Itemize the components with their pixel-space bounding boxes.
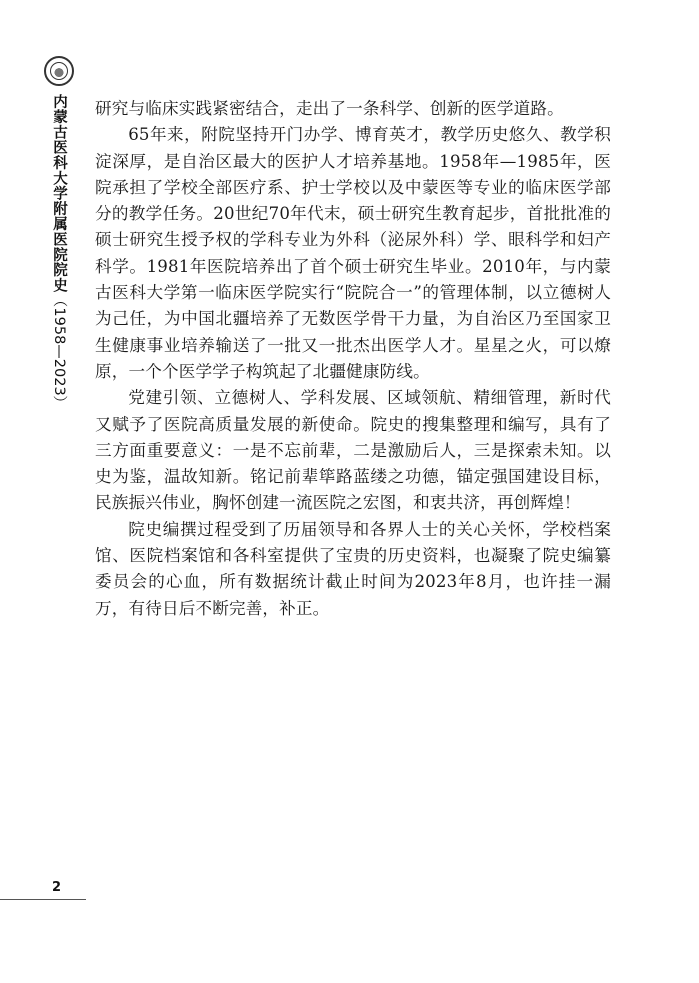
logo-emblem [50, 62, 68, 80]
running-header [50, 94, 68, 410]
hospital-logo-icon [44, 56, 74, 86]
book-title: 内蒙古医科大学附属医院院史 [51, 94, 67, 293]
body-text [95, 96, 611, 622]
paragraph: 党建引领、立德树人、学科发展、区域领航、精细管理，新时代又赋予了医院高质量发展的新使命。院史的搜集整理和编写，具有了三方面重要意义：一是不忘前辈，二是激励后人，三是探索未知。以史为鉴，温故知新。铭记前辈筚路蓝缕之功德，锚定强国建设目标，民族振兴伟业，胸怀创建一流医院之宏图，和衷共济，再创辉煌！ [95, 388, 611, 513]
book-years: （1958—2023） [51, 292, 67, 411]
page-number: 2 [52, 880, 62, 895]
paragraph: 65年来，附院坚持开门办学、博育英才，教学历史悠久、教学积淀深厚，是自治区最大的医护人才培养基地。1958年—1985年，医院承担了学校全部医疗系、护士学校以及中蒙医等专业的临床医学部分的教学任务。20世纪70年代末，硕士研究生教育起步，首批批准的硕士研究生授予权的学科专业为外科（泌尿外科）学、眼科学和妇产科学。1981年医院培养出了首个硕士研究生毕业。2010年，与内蒙古医科大学第一临床医学院实行“院院合一”的管理体制，以立德树人为己任，为中国北疆培养了无数医学骨干力量，为自治区乃至国家卫生健康事业培养输送了一批又一批杰出医学人才。星星之火，可以燎原，一个个医学学子构筑起了北疆健康防线。 [95, 125, 611, 381]
footer-rule [0, 899, 86, 900]
paragraph: 院史编撰过程受到了历届领导和各界人士的关心关怀，学校档案馆、医院档案馆和各科室提供了宝贵的历史资料，也凝聚了院史编纂委员会的心血，所有数据统计截止时间为2023年8月，也许挂一漏万，有待日后不断完善，补正。 [95, 519, 611, 618]
paragraph: 研究与临床实践紧密结合，走出了一条科学、创新的医学道路。 [95, 99, 564, 118]
